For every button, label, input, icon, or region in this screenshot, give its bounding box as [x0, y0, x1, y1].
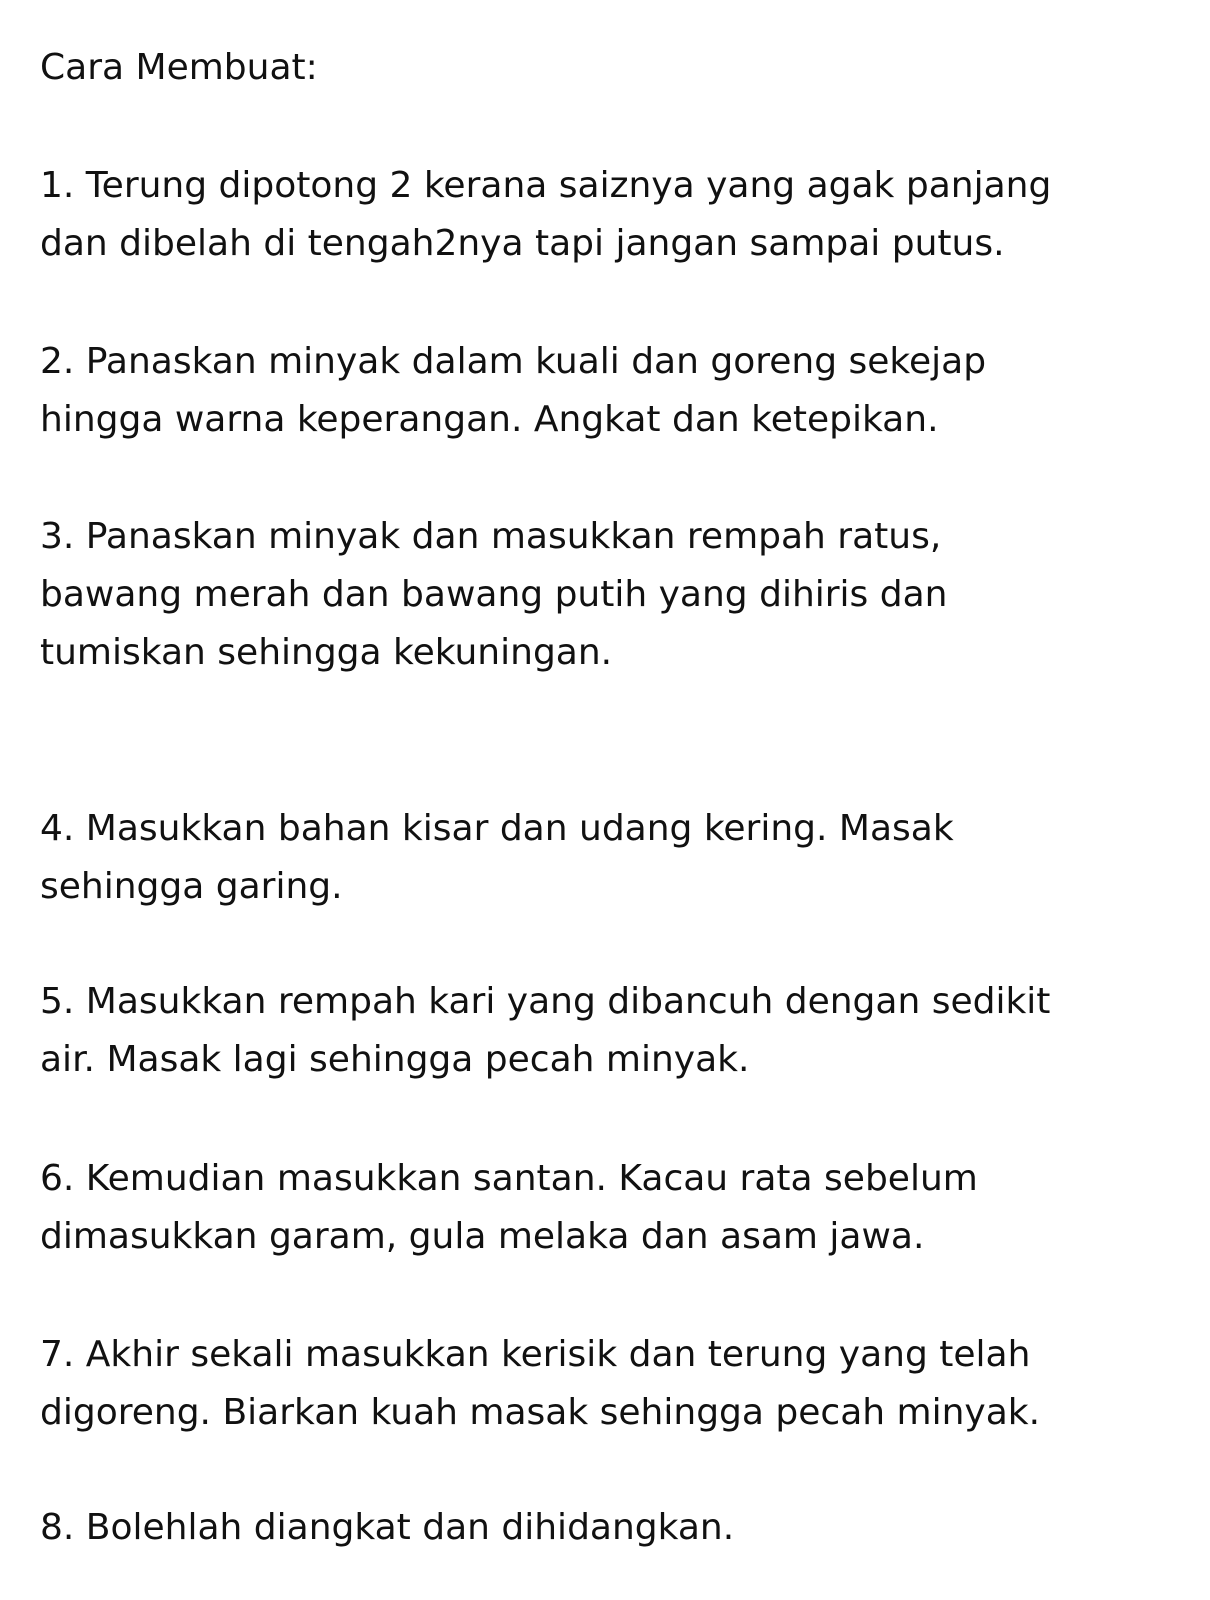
step-4-line-2: sehingga garing.: [40, 866, 343, 907]
instructions-heading: Cara Membuat:: [40, 47, 318, 88]
instruction-step-2: [40, 333, 1170, 449]
step-4-line-1: 4. Masukkan bahan kisar dan udang kering. Masak: [40, 808, 954, 849]
step-8-line-1: 8. Bolehlah diangkat dan dihidangkan.: [40, 1507, 735, 1548]
step-7-line-1: 7. Akhir sekali masukkan kerisik dan terung yang telah: [40, 1334, 1031, 1375]
step-6-line-1: 6. Kemudian masukkan santan. Kacau rata sebelum: [40, 1158, 978, 1199]
step-5-line-2: air. Masak lagi sehingga pecah minyak.: [40, 1039, 750, 1080]
instruction-step-5: [40, 973, 1170, 1089]
step-1-line-1: 1. Terung dipotong 2 kerana saiznya yang agak panjang: [40, 165, 1052, 206]
instruction-step-3: [40, 508, 1170, 682]
step-2-line-2: hingga warna keperangan. Angkat dan ketepikan.: [40, 399, 939, 440]
instruction-step-4: [40, 800, 1170, 916]
step-2-line-1: 2. Panaskan minyak dalam kuali dan goreng sekejap: [40, 341, 987, 382]
instruction-step-1: [40, 157, 1170, 273]
step-3-line-2: bawang merah dan bawang putih yang dihiris dan: [40, 574, 948, 615]
step-6-line-2: dimasukkan garam, gula melaka dan asam jawa.: [40, 1216, 925, 1257]
step-1-line-2: dan dibelah di tengah2nya tapi jangan sampai putus.: [40, 223, 1005, 264]
step-7-line-2: digoreng. Biarkan kuah masak sehingga pecah minyak.: [40, 1392, 1041, 1433]
instruction-step-7: [40, 1326, 1170, 1442]
step-5-line-1: 5. Masukkan rempah kari yang dibancuh dengan sedikit: [40, 981, 1051, 1022]
step-3-line-1: 3. Panaskan minyak dan masukkan rempah ratus,: [40, 516, 942, 557]
instruction-step-6: [40, 1150, 1170, 1266]
instruction-step-8: [40, 1499, 1170, 1557]
step-3-line-3: tumiskan sehingga kekuningan.: [40, 632, 613, 673]
